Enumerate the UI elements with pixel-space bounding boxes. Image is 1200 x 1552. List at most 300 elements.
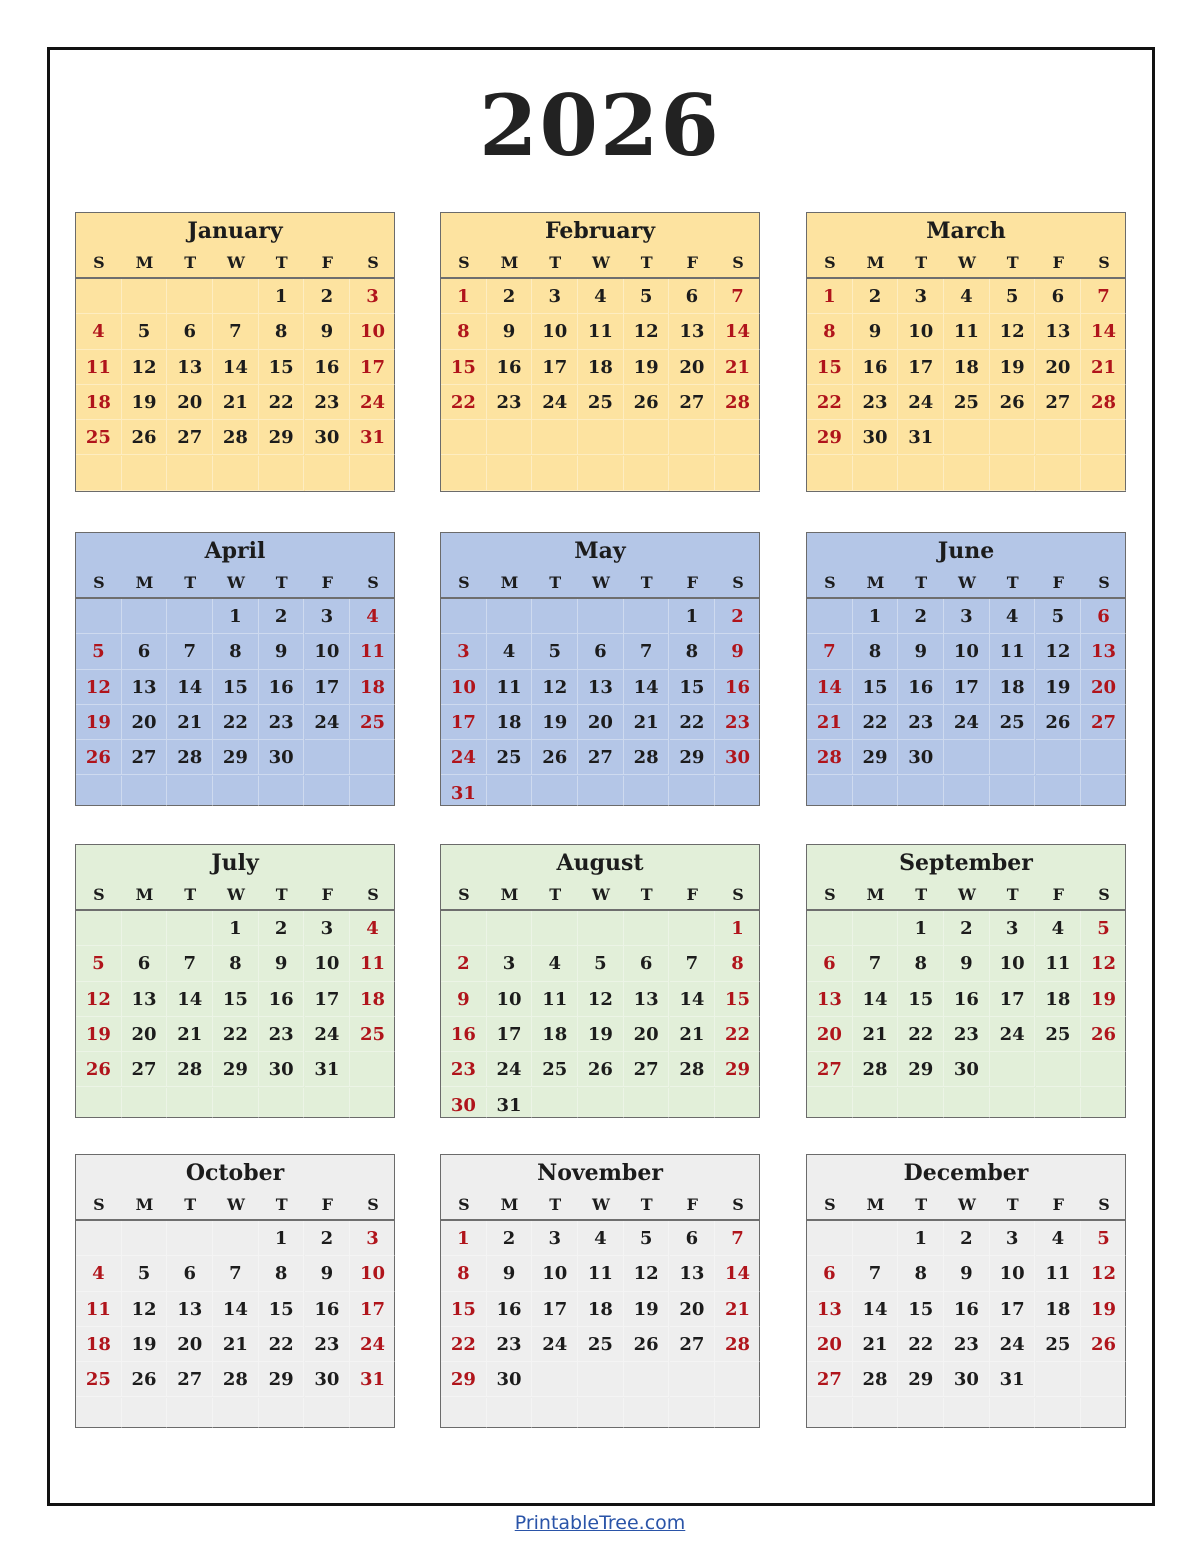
- month-april: [75, 532, 395, 806]
- weekday-label: T: [549, 573, 562, 592]
- weekday-label: T: [549, 885, 562, 904]
- day-cell: 17: [487, 1017, 533, 1052]
- day-cell: 13: [1036, 314, 1082, 349]
- day-cell: 12: [578, 982, 624, 1017]
- empty-cell: [213, 1221, 259, 1256]
- empty-cell: [853, 1221, 899, 1256]
- day-cell: 2: [305, 1221, 351, 1256]
- month-name: August: [556, 850, 644, 876]
- empty-cell: [350, 1088, 396, 1123]
- day-cell: 10: [990, 1256, 1036, 1291]
- day-cell: 28: [853, 1362, 899, 1397]
- day-cell: 8: [441, 1256, 487, 1291]
- day-cell: 6: [670, 279, 716, 314]
- day-cell: 4: [1036, 1221, 1082, 1256]
- weekday-label: M: [866, 885, 885, 904]
- empty-cell: [441, 599, 487, 634]
- empty-cell: [259, 776, 305, 811]
- empty-cell: [853, 776, 899, 811]
- weekday-label: F: [1052, 1195, 1065, 1214]
- day-cell: 11: [990, 634, 1036, 669]
- day-cell: 9: [898, 634, 944, 669]
- month-name: April: [204, 538, 266, 564]
- empty-cell: [853, 911, 899, 946]
- empty-cell: [624, 1398, 670, 1433]
- day-cell: 10: [441, 670, 487, 705]
- day-cell: 28: [807, 740, 853, 775]
- day-cell: 2: [487, 1221, 533, 1256]
- day-cell: 13: [807, 1292, 853, 1327]
- day-cell: 3: [350, 279, 396, 314]
- empty-cell: [1081, 1052, 1127, 1087]
- day-cell: 16: [715, 670, 761, 705]
- empty-cell: [1081, 740, 1127, 775]
- empty-cell: [578, 420, 624, 455]
- day-cell: 29: [898, 1052, 944, 1087]
- empty-cell: [807, 776, 853, 811]
- empty-cell: [807, 1221, 853, 1256]
- day-cell: 18: [350, 982, 396, 1017]
- day-cell: 24: [441, 740, 487, 775]
- day-cell: 9: [305, 314, 351, 349]
- day-cell: 10: [898, 314, 944, 349]
- weekday-label: T: [184, 1195, 197, 1214]
- empty-cell: [167, 279, 213, 314]
- empty-cell: [1036, 456, 1082, 491]
- day-cell: 18: [578, 1292, 624, 1327]
- weekday-label: S: [93, 885, 105, 904]
- day-cell: 1: [807, 279, 853, 314]
- day-cell: 8: [259, 1256, 305, 1291]
- day-cell: 6: [807, 946, 853, 981]
- day-cell: 7: [167, 946, 213, 981]
- weekday-label: T: [1006, 885, 1019, 904]
- day-cell: 23: [853, 385, 899, 420]
- day-cell: 6: [122, 634, 168, 669]
- day-cell: 23: [441, 1052, 487, 1087]
- empty-cell: [350, 456, 396, 491]
- day-cell: 13: [670, 314, 716, 349]
- empty-cell: [76, 776, 122, 811]
- day-cell: 13: [167, 1292, 213, 1327]
- day-cell: 27: [167, 1362, 213, 1397]
- day-cell: 20: [578, 705, 624, 740]
- day-cell: 19: [624, 1292, 670, 1327]
- day-cell: 2: [259, 599, 305, 634]
- empty-cell: [532, 420, 578, 455]
- weekday-label: F: [1052, 253, 1065, 272]
- day-cell: 17: [305, 670, 351, 705]
- empty-cell: [944, 776, 990, 811]
- weekday-label: M: [866, 253, 885, 272]
- day-cell: 15: [715, 982, 761, 1017]
- weekday-label: S: [458, 573, 470, 592]
- day-cell: 4: [487, 634, 533, 669]
- empty-cell: [807, 599, 853, 634]
- day-cell: 19: [122, 1327, 168, 1362]
- weekday-label: W: [591, 1195, 610, 1214]
- day-cell: 16: [944, 982, 990, 1017]
- day-cell: 10: [990, 946, 1036, 981]
- empty-cell: [259, 456, 305, 491]
- day-cell: 13: [122, 982, 168, 1017]
- day-cell: 15: [807, 350, 853, 385]
- day-cell: 4: [578, 279, 624, 314]
- empty-cell: [167, 1398, 213, 1433]
- weekday-label: F: [1052, 573, 1065, 592]
- day-cell: 18: [1036, 1292, 1082, 1327]
- day-cell: 12: [76, 982, 122, 1017]
- empty-cell: [807, 1398, 853, 1433]
- weekday-label: T: [1006, 253, 1019, 272]
- empty-cell: [167, 456, 213, 491]
- month-june: [806, 532, 1126, 806]
- empty-cell: [898, 1088, 944, 1123]
- day-cell: 21: [167, 705, 213, 740]
- footer-link[interactable]: PrintableTree.com: [514, 1512, 686, 1534]
- day-cell: 2: [259, 911, 305, 946]
- day-cell: 24: [305, 1017, 351, 1052]
- day-cell: 5: [532, 634, 578, 669]
- empty-cell: [532, 1088, 578, 1123]
- day-cell: 6: [122, 946, 168, 981]
- weekday-label: W: [591, 573, 610, 592]
- day-cell: 7: [853, 1256, 899, 1291]
- empty-cell: [213, 1088, 259, 1123]
- weekday-label: F: [321, 253, 334, 272]
- day-cell: 7: [715, 1221, 761, 1256]
- day-cell: 23: [715, 705, 761, 740]
- day-cell: 12: [122, 1292, 168, 1327]
- day-cell: 28: [715, 385, 761, 420]
- day-cell: 20: [122, 1017, 168, 1052]
- day-cell: 17: [441, 705, 487, 740]
- weekday-label: W: [957, 573, 976, 592]
- month-november: [440, 1154, 760, 1428]
- day-cell: 6: [1036, 279, 1082, 314]
- weekday-label: M: [500, 253, 519, 272]
- month-march: [806, 212, 1126, 492]
- day-cell: 5: [990, 279, 1036, 314]
- empty-cell: [578, 456, 624, 491]
- day-cell: 4: [944, 279, 990, 314]
- day-cell: 22: [259, 1327, 305, 1362]
- day-cell: 19: [1036, 670, 1082, 705]
- day-cell: 3: [305, 911, 351, 946]
- day-cell: 20: [807, 1017, 853, 1052]
- weekday-label: M: [135, 573, 154, 592]
- weekday-label: W: [226, 885, 245, 904]
- day-cell: 11: [487, 670, 533, 705]
- empty-cell: [624, 599, 670, 634]
- day-cell: 20: [807, 1327, 853, 1362]
- empty-cell: [167, 1221, 213, 1256]
- weekday-label: S: [458, 885, 470, 904]
- day-cell: 12: [76, 670, 122, 705]
- day-cell: 9: [715, 634, 761, 669]
- day-cell: 10: [350, 314, 396, 349]
- day-cell: 11: [578, 314, 624, 349]
- day-cell: 30: [441, 1088, 487, 1123]
- day-cell: 13: [624, 982, 670, 1017]
- day-cell: 31: [487, 1088, 533, 1123]
- day-cell: 21: [1081, 350, 1127, 385]
- day-cell: 6: [167, 314, 213, 349]
- day-cell: 11: [76, 1292, 122, 1327]
- day-cell: 20: [167, 385, 213, 420]
- day-cell: 9: [944, 946, 990, 981]
- day-cell: 25: [1036, 1327, 1082, 1362]
- weekday-header: [807, 569, 1125, 599]
- empty-cell: [487, 1398, 533, 1433]
- empty-cell: [259, 1398, 305, 1433]
- month-august: [440, 844, 760, 1118]
- month-name: February: [544, 218, 655, 244]
- weekday-label: T: [275, 885, 288, 904]
- empty-cell: [122, 1398, 168, 1433]
- day-cell: 5: [1081, 911, 1127, 946]
- weekday-label: F: [686, 885, 699, 904]
- day-cell: 11: [944, 314, 990, 349]
- empty-cell: [898, 776, 944, 811]
- empty-cell: [670, 1362, 716, 1397]
- day-cell: 14: [167, 982, 213, 1017]
- empty-cell: [305, 776, 351, 811]
- empty-cell: [259, 1088, 305, 1123]
- day-cell: 11: [350, 946, 396, 981]
- weekday-label: S: [732, 885, 744, 904]
- day-cell: 11: [578, 1256, 624, 1291]
- day-cell: 18: [1036, 982, 1082, 1017]
- day-cell: 25: [990, 705, 1036, 740]
- day-cell: 14: [1081, 314, 1127, 349]
- day-cell: 14: [853, 1292, 899, 1327]
- empty-cell: [76, 279, 122, 314]
- day-cell: 19: [1081, 1292, 1127, 1327]
- day-cell: 26: [532, 740, 578, 775]
- empty-cell: [853, 1088, 899, 1123]
- day-cell: 5: [578, 946, 624, 981]
- month-october: [75, 1154, 395, 1428]
- empty-cell: [670, 776, 716, 811]
- weekday-label: T: [640, 1195, 653, 1214]
- weekday-label: S: [824, 885, 836, 904]
- weekday-label: M: [866, 573, 885, 592]
- weekday-label: T: [549, 253, 562, 272]
- empty-cell: [1081, 420, 1127, 455]
- day-cell: 30: [898, 740, 944, 775]
- empty-cell: [715, 1362, 761, 1397]
- day-cell: 8: [715, 946, 761, 981]
- day-cell: 23: [487, 385, 533, 420]
- day-cell: 26: [1081, 1327, 1127, 1362]
- month-name: September: [899, 850, 1033, 876]
- day-cell: 25: [487, 740, 533, 775]
- day-cell: 30: [487, 1362, 533, 1397]
- day-cell: 5: [1081, 1221, 1127, 1256]
- empty-cell: [532, 1398, 578, 1433]
- weekday-label: S: [93, 1195, 105, 1214]
- weekday-label: M: [500, 885, 519, 904]
- day-cell: 26: [990, 385, 1036, 420]
- day-cell: 8: [807, 314, 853, 349]
- day-cell: 3: [944, 599, 990, 634]
- day-cell: 20: [122, 705, 168, 740]
- day-cell: 8: [213, 634, 259, 669]
- day-cell: 25: [350, 1017, 396, 1052]
- day-cell: 11: [76, 350, 122, 385]
- day-cell: 22: [213, 705, 259, 740]
- empty-cell: [532, 776, 578, 811]
- empty-cell: [122, 911, 168, 946]
- empty-cell: [1081, 456, 1127, 491]
- day-cell: 24: [350, 385, 396, 420]
- day-cell: 6: [1081, 599, 1127, 634]
- day-cell: 20: [670, 350, 716, 385]
- day-cell: 4: [532, 946, 578, 981]
- day-cell: 9: [853, 314, 899, 349]
- day-cell: 31: [350, 1362, 396, 1397]
- month-name: October: [185, 1160, 285, 1186]
- empty-cell: [624, 911, 670, 946]
- day-cell: 16: [441, 1017, 487, 1052]
- empty-cell: [853, 456, 899, 491]
- empty-cell: [1036, 1088, 1082, 1123]
- day-cell: 29: [259, 420, 305, 455]
- day-cell: 30: [853, 420, 899, 455]
- day-cell: 12: [624, 314, 670, 349]
- day-cell: 15: [259, 1292, 305, 1327]
- day-cell: 20: [670, 1292, 716, 1327]
- day-cell: 6: [807, 1256, 853, 1291]
- weekday-label: M: [135, 1195, 154, 1214]
- day-cell: 25: [532, 1052, 578, 1087]
- empty-cell: [487, 776, 533, 811]
- day-cell: 24: [944, 705, 990, 740]
- day-cell: 8: [441, 314, 487, 349]
- day-cell: 21: [167, 1017, 213, 1052]
- empty-cell: [578, 776, 624, 811]
- day-cell: 22: [441, 1327, 487, 1362]
- day-cell: 16: [487, 1292, 533, 1327]
- day-cell: 30: [944, 1052, 990, 1087]
- weekday-label: W: [226, 253, 245, 272]
- day-cell: 1: [441, 279, 487, 314]
- day-cell: 24: [990, 1017, 1036, 1052]
- day-cell: 31: [305, 1052, 351, 1087]
- day-cell: 8: [898, 946, 944, 981]
- day-cell: 24: [305, 705, 351, 740]
- day-cell: 11: [350, 634, 396, 669]
- empty-cell: [807, 456, 853, 491]
- day-cell: 15: [213, 670, 259, 705]
- weekday-label: M: [135, 885, 154, 904]
- day-cell: 26: [624, 385, 670, 420]
- empty-cell: [807, 1088, 853, 1123]
- day-cell: 23: [259, 1017, 305, 1052]
- day-cell: 2: [441, 946, 487, 981]
- day-cell: 20: [167, 1327, 213, 1362]
- day-cell: 18: [76, 1327, 122, 1362]
- empty-cell: [441, 911, 487, 946]
- day-cell: 14: [213, 1292, 259, 1327]
- empty-cell: [898, 1398, 944, 1433]
- empty-cell: [122, 599, 168, 634]
- day-cell: 31: [990, 1362, 1036, 1397]
- day-cell: 9: [487, 314, 533, 349]
- empty-cell: [76, 456, 122, 491]
- day-cell: 28: [167, 740, 213, 775]
- weekday-label: M: [500, 1195, 519, 1214]
- empty-cell: [122, 776, 168, 811]
- day-cell: 17: [305, 982, 351, 1017]
- empty-cell: [350, 1398, 396, 1433]
- day-cell: 5: [76, 634, 122, 669]
- year-title: 2026: [479, 76, 721, 175]
- empty-cell: [715, 1398, 761, 1433]
- day-cell: 18: [578, 350, 624, 385]
- empty-cell: [670, 911, 716, 946]
- day-cell: 15: [898, 982, 944, 1017]
- day-cell: 18: [532, 1017, 578, 1052]
- empty-cell: [1036, 1398, 1082, 1433]
- empty-cell: [122, 456, 168, 491]
- day-cell: 4: [76, 314, 122, 349]
- empty-cell: [944, 456, 990, 491]
- day-cell: 26: [624, 1327, 670, 1362]
- weekday-label: S: [93, 573, 105, 592]
- day-cell: 8: [898, 1256, 944, 1291]
- weekday-label: T: [184, 885, 197, 904]
- day-cell: 21: [715, 350, 761, 385]
- day-cell: 27: [807, 1362, 853, 1397]
- weekday-label: T: [184, 573, 197, 592]
- day-cell: 12: [1081, 1256, 1127, 1291]
- day-cell: 24: [898, 385, 944, 420]
- weekday-header: [76, 249, 394, 279]
- day-cell: 2: [715, 599, 761, 634]
- day-cell: 1: [898, 911, 944, 946]
- day-cell: 22: [213, 1017, 259, 1052]
- day-cell: 22: [807, 385, 853, 420]
- weekday-label: S: [367, 573, 379, 592]
- empty-cell: [76, 1398, 122, 1433]
- weekday-label: S: [732, 573, 744, 592]
- month-january: [75, 212, 395, 492]
- weekday-label: S: [458, 1195, 470, 1214]
- month-name: January: [187, 218, 283, 244]
- day-cell: 30: [944, 1362, 990, 1397]
- day-cell: 12: [624, 1256, 670, 1291]
- day-cell: 30: [305, 1362, 351, 1397]
- day-cell: 19: [76, 705, 122, 740]
- day-cell: 21: [213, 1327, 259, 1362]
- day-cell: 7: [624, 634, 670, 669]
- month-name: March: [926, 218, 1006, 244]
- day-cell: 3: [350, 1221, 396, 1256]
- empty-cell: [305, 456, 351, 491]
- day-cell: 17: [898, 350, 944, 385]
- day-cell: 14: [715, 1256, 761, 1291]
- empty-cell: [1036, 776, 1082, 811]
- weekday-label: M: [135, 253, 154, 272]
- day-cell: 25: [578, 385, 624, 420]
- empty-cell: [1081, 1088, 1127, 1123]
- month-july: [75, 844, 395, 1118]
- day-cell: 9: [944, 1256, 990, 1291]
- weekday-label: M: [500, 573, 519, 592]
- day-cell: 26: [122, 420, 168, 455]
